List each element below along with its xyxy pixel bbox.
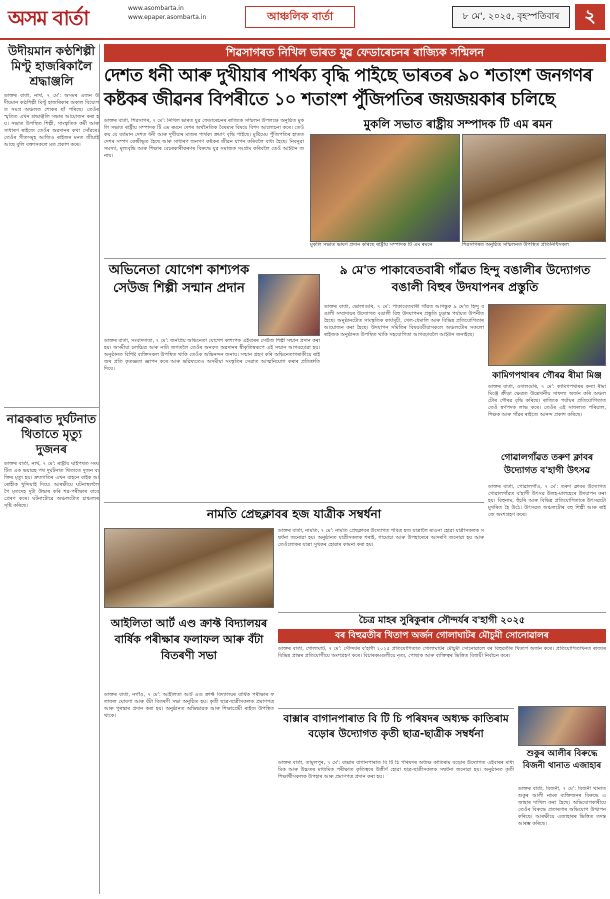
tea-garden-body: ডাক্তৰ বাৰ্তা, তামুলপুৰ, ৭ মে': বাক্সাৰ বাগানপাৰাত বি টি চি পৰিষদৰ অধ্যক্ষ কাতিৰাম বড়োৰ উদ্যোগত এইবাৰৰ মাধ্যমিক আৰু উচ্চতৰ মাধ্যমিক পৰীক্ষাত কৃতিত্বৰে উত্তীৰ্ণ হোৱা ছাত্ৰ-ছাত্ৰীসকলক সম্বৰ্ধনা জনোৱা হয়। অনুষ্ঠানত কৃতী শিক্ষাৰ্থীসকলক উপহাৰ আৰু প্ৰমাণপত্ৰ প্ৰদান কৰা হয়।: [278, 760, 514, 780]
shukur-body: ডাক্তৰ বাৰ্তা, বিজনী, ৭ মে': বিজনী থানাত শুকুৰ আলী নামৰ ব্যক্তিজনৰ বিৰুদ্ধে এজাহাৰ দাখিল কৰা হৈছে। অভিযোগকাৰীয়ে তেওঁৰ বিৰুদ্ধে প্ৰতাৰণাৰ অভিযোগ উত্থাপন কৰিছে। আৰক্ষীয়ে এজাহাৰৰ ভিত্তিত তদন্ত আৰম্ভ কৰিছে।: [518, 786, 606, 827]
kamikhya-body: ডাক্তৰ বাৰ্তা, ওদালগুৰি, ৭ মে': কামিগপথাৰৰ কন্যা ৰীমা মিঞ্জে ক্ৰীড়া ক্ষেত্ৰত উল্লেখনীয় সাফল্য অৰ্জন কৰি অঞ্চলটোৰ গৌৰৱ বৃদ্ধি কৰিছে। ৰাজ্যিক পৰ্যায়ৰ প্ৰতিযোগিতাত তেওঁ স্বৰ্ণপদক লাভ কৰে। তেওঁৰ এই সাফল্যত পৰিয়াল, শিক্ষক আৰু গাঁৱৰ ৰাইজে আনন্দ প্ৰকাশ কৰিছে।: [488, 384, 606, 418]
bengali-bihu-body: ডাক্তৰ বাৰ্তা, ভোলাগুৰি, ৭ মে': পাকাবেতবাৰী গাঁৱত আগন্তুক ৯ মে'ত হিন্দু বঙালী সম্প্ৰদায়ৰ উদ্যোগত বঙালী বিহু উদযাপনৰ প্ৰস্তুতি চূড়ান্ত পৰ্যায়ত উপনীত হৈছে। অনুষ্ঠানটোত সাংস্কৃতিক কাৰ্যসূচী, খেল-ধেমালি আৰু বিভিন্ন প্ৰতিযোগিতাৰ আয়োজন কৰা হৈছে। উদযাপন সমিতিৰ বিষয়ববীয়াসকলে অঞ্চলটোৰ সকলো ৰাইজক অনুষ্ঠানত উপস্থিত থাকি সহযোগিতা আগবঢ়াবলৈ আহ্বান জনাইছে।: [324, 304, 484, 338]
top-story-headline: দেশত ধনী আৰু দুখীয়াৰ পাৰ্থক্য বৃদ্ধি পাইছে ভাৰতৰ ৯০ শতাংশ জনগণৰ কষ্টকৰ জীৱনৰ বিপৰীতে ১০ শতাংশ পুঁজিপতিৰ জয়জয়কাৰ চলিছে: [104, 66, 593, 110]
club-headline: গোৱালগাঁৱত তৰুণ ক্লাবৰ উদ্যোগত ব'হাগী উৎসৱ: [500, 453, 594, 476]
bihu-queen-body: ডাক্তৰ বাৰ্তা, গোলাঘাট, ৭ মে': সৌন্দৰ্যৰ ব'হাগী ২০২৫ প্ৰতিযোগিতাত গোলাঘাটৰ মৌচুমী সোনোৱালে বৰ বিহুৱতীৰ খিতাপ অৰ্জন কৰে। প্ৰতিযোগিতাখনত ৰাজ্যৰ বিভিন্ন প্ৰান্তৰ প্ৰতিযোগীয়ে অংশগ্ৰহণ কৰে। বিচাৰকমণ্ডলীয়ে নৃত্য, পোছাক আৰু ব্যক্তিত্বৰ ভিত্তিত বিজয়ী নিৰ্বাচন কৰে।: [278, 646, 606, 659]
issue-date: ৮ মে', ২০২৫, বৃহস্পতিবাৰ: [452, 6, 570, 28]
left-headline-2: নাৱকৰাত দুৰ্ঘটনাত থিতাতে মৃত্যু দুজনৰ: [6, 412, 97, 456]
tea-garden-headline: বাক্সাৰ বাগানপাৰাত বি টি চি পৰিষদৰ অধ্যক্ষ কাতিৰাম বড়োৰ উদ্যোগত কৃতী ছাত্ৰ-ছাত্ৰীক সম্বৰ্ধনা: [283, 713, 509, 740]
top-story-kicker: শিৱসাগৰত নিখিল ভাৰত যুৱ ফেডাৰেচনৰ ৰাজ্যিক সন্মিলন: [104, 44, 606, 62]
hajj-body: ডাক্তৰ বাৰ্তা, নামতি, ৭ মে': নামতি প্ৰেছক্লাবৰ উদ্যোগত পবিত্ৰ হজ যাত্ৰালৈ ৰাওনা হোৱা যাত্ৰীসকলক সম্বৰ্ধনা জনোৱা হয়। অনুষ্ঠানত যাত্ৰীসকলক শৰাই, গামোচা আৰু উপহাৰেৰে আদৰণি জনোৱা হয় আৰু তেওঁলোকৰ যাত্ৰা সুখকৰ হোৱাৰ কামনা কৰা হয়।: [278, 528, 484, 548]
top-story-body: ডাক্তৰ বাৰ্তা, শিৱসাগৰ, ৭ মে': নিখিল ভাৰত যুৱ ফেডাৰেচনৰ ৰাজ্যিক সন্মিলন উপলক্ষে অনুষ্ঠিত মুকলি সভাত ৰাষ্ট্ৰীয় সম্পাদক টি এম ৰমনে দেশৰ অৰ্থনৈতিক বৈষম্যৰ বিষয়ে বিশদ আলোচনা কৰে। তেওঁ কয় যে বৰ্তমান দেশত ধনী আৰু দুখীয়াৰ মাজৰ পাৰ্থক্য ক্ৰমাৎ বৃদ্ধি পাইছে। মুষ্টিমেয় পুঁজিপতিৰ হাতত দেশৰ সম্পদ কেন্দ্ৰীভূত হৈছে আৰু সাধাৰণ জনগণ কষ্টকৰ জীৱন যাপন কৰিবলৈ বাধ্য হৈছে। নিবনুৱা সমস্যা, মূল্যবৃদ্ধি আৰু শিক্ষাৰ বেচৰকাৰীকৰণৰ বিৰুদ্ধে যুৱ সমাজক সংগ্ৰাম কৰিবলৈ তেওঁ আহ্বান জনায়।: [104, 118, 304, 159]
left-body-2: ডাক্তৰ বাৰ্তা, নাৰ্থ, ৭ মে': ৰাষ্ট্ৰীয় ঘাইপথত সংঘটিত এক ভয়াৱহ পথ দুৰ্ঘটনাত থিতাতে দুজন ব্যক্তিৰ মৃত্যু হয়। দ্ৰুতগতিৰ এখন বাহনে বাইক আৰোহীক খুন্দিয়াই দিয়ে। আৰক্ষীয়ে ঘটনাস্থললৈ গৈ মৃতদেহ দুটা উদ্ধাৰ কৰি শৱ-পৰীক্ষাৰ বাবে প্ৰেৰণ কৰে। ঘটনাটোৱে অঞ্চলটোত চাঞ্চল্যৰ সৃষ্টি কৰিছে।: [4, 461, 99, 509]
photo-caption-2: শিৱসাগৰত অনুষ্ঠিত সন্মিলনত উপস্থিত প্ৰতিনিধিসকল: [462, 242, 569, 248]
accused-photo: [518, 706, 606, 746]
left-column: [4, 44, 100, 894]
hajj-photo: [104, 528, 274, 608]
left-body: ডাক্তৰ বাৰ্তা, নাৰ্থ, ৭ মে': অসমৰ এজন উদীয়মান কণ্ঠশিল্পী মিণ্টু হাজৰিকাৰ অকাল বিয়োগত সমগ্ৰ অঞ্চলত শোকৰ ছাঁ পৰিছে। তেওঁৰ স্মৃতিত এখন শ্ৰদ্ধাঞ্জলি সভাৰ আয়োজন কৰা হয়। সভাত উপস্থিত শিল্পী, সাংস্কৃতিক কৰ্মী আৰু সাধাৰণ ৰাইজে তেওঁৰ অৱদানৰ কথা সোঁৱৰে। তেওঁৰ গীতসমূহ আজিও ৰাইজৰ মনত জীয়াই আছে বুলি বক্তাসকলে মত প্ৰকাশ কৰে।: [4, 93, 99, 148]
page-number: ২: [575, 4, 605, 30]
photo-caption-1: মুকলি সভাত ভাষণ প্ৰদান কৰিছে ৰাষ্ট্ৰীয় সম্পাদক টি এম ৰমনে: [310, 242, 433, 248]
shukur-headline: শুকুৰ আলীৰ বিৰুদ্ধে বিজনী থানাত এজাহাৰ: [522, 749, 602, 771]
kamikhya-headline: কামিগপথাৰৰ গৌৰৱ ৰীমা মিঞ্জ: [492, 371, 602, 381]
left-headline: উদীয়মান কণ্ঠশিল্পী মিণ্টু হাজৰিকালৈ শ্ৰদ্ধাঞ্জলি: [8, 44, 95, 88]
bihu-queen-subhead: বৰ বিহুৱতীৰ খিতাপ অৰ্জন গোলাঘাটৰ মৌচুমী সোনোৱালৰ: [278, 629, 606, 643]
bengali-bihu-headline: ৯ মে'ত পাকাবেতবাৰী গাঁৱত হিন্দু বঙালীৰ উদ্যোগত বঙালী বিহুৰ উদযাপনৰ প্ৰস্তুতি: [339, 263, 591, 294]
art-school-headline: আইলিতা আৰ্ট এণ্ড ক্ৰাফ্ট বিদ্যালয়ৰ বাৰ্ষিক পৰীক্ষাৰ ফলাফল আৰু বঁটা বিতৰণী সভা: [110, 617, 268, 662]
actor-portrait: [258, 274, 320, 336]
top-story-subhead: মুকলি সভাত ৰাষ্ট্ৰীয় সম্পাদক টি এম ৰমন: [363, 117, 553, 131]
conference-photo: [462, 134, 606, 242]
masthead-urls: [128, 4, 218, 22]
hajj-headline: নামতি প্ৰেছক্লাবৰ হজ যাত্ৰীক সম্বৰ্ধনা: [206, 507, 382, 521]
newspaper-logo: অসম বার্তা: [8, 6, 89, 30]
website-url[interactable]: www.asombarta.in: [128, 5, 184, 12]
section-label: আঞ্চলিক বাৰ্তা: [245, 6, 355, 28]
epaper-url[interactable]: www.epaper.asombarta.in: [128, 14, 207, 21]
bihu-queen-headline: চৈত্ৰ মাহৰ সুৰিকুৰাৰ সৌন্দৰ্যৰ ব'হাগী ২০২৫: [358, 615, 526, 626]
rally-photo: [310, 134, 460, 242]
actor-body: ডাক্তৰ বাৰ্তা, সংবাদদাতা, ৭ মে': জনপ্ৰিয় অভিনেতা যোগেশ কাশ্যপক এইবাৰৰ সেউজ শিল্পী সন্মান প্ৰদান কৰা হয়। অসমীয়া চলচ্চিত্ৰ আৰু নাট্য জগতলৈ তেওঁৰ অনবদ্য অৱদানৰ স্বীকৃতিস্বৰূপে এই সন্মান আগবঢ়োৱা হয়। অনুষ্ঠানত বিশিষ্ট ব্যক্তিসকল উপস্থিত থাকি তেওঁক অভিনন্দন জনায়। সন্মান গ্ৰহণ কৰি অভিনেতাগৰাকীয়ে ৰাইজৰ প্ৰতি কৃতজ্ঞতা জ্ঞাপন কৰে আৰু ভৱিষ্যতেও অসমীয়া সংস্কৃতিৰ সেৱাত আত্মনিয়োগ কৰাৰ প্ৰতিশ্ৰুতি দিয়ে।: [104, 338, 320, 372]
art-school-body: ডাক্তৰ বাৰ্তা, নগাঁও, ৭ মে': আইলিতা আৰ্ট এণ্ড ক্ৰাফ্ট বিদ্যালয়ৰ বাৰ্ষিক পৰীক্ষাৰ ফলাফল ঘোষণা আৰু বঁটা বিতৰণী সভা অনুষ্ঠিত হয়। কৃতী ছাত্ৰ-ছাত্ৰীসকলক প্ৰমাণপত্ৰ আৰু পুৰস্কাৰ প্ৰদান কৰা হয়। অনুষ্ঠানত অভিভাৱক আৰু শিক্ষাপ্ৰেমী ৰাইজ উপস্থিত থাকে।: [104, 692, 274, 719]
club-body: ডাক্তৰ বাৰ্তা, গোৱালগাঁও, ৭ মে': তৰুণ ক্লাবৰ উদ্যোগত গোৱালগাঁৱত ব'হাগী উৎসৱ উলহ-মালহেৰে উদযাপন কৰা হয়। বিহুনাম, হুঁচৰি আৰু বিভিন্ন প্ৰতিযোগিতাৰে উৎসৱটো মুখৰিত হৈ উঠে। উৎসৱত অঞ্চলটোৰ বহু শিল্পী আৰু ৰাইজে অংশগ্ৰহণ কৰে।: [488, 484, 606, 518]
actor-headline: অভিনেতা যোগেশ কাশ্যপক সেউজ শিল্পী সন্মান প্ৰদান: [108, 263, 250, 296]
athlete-photo: [488, 304, 606, 366]
